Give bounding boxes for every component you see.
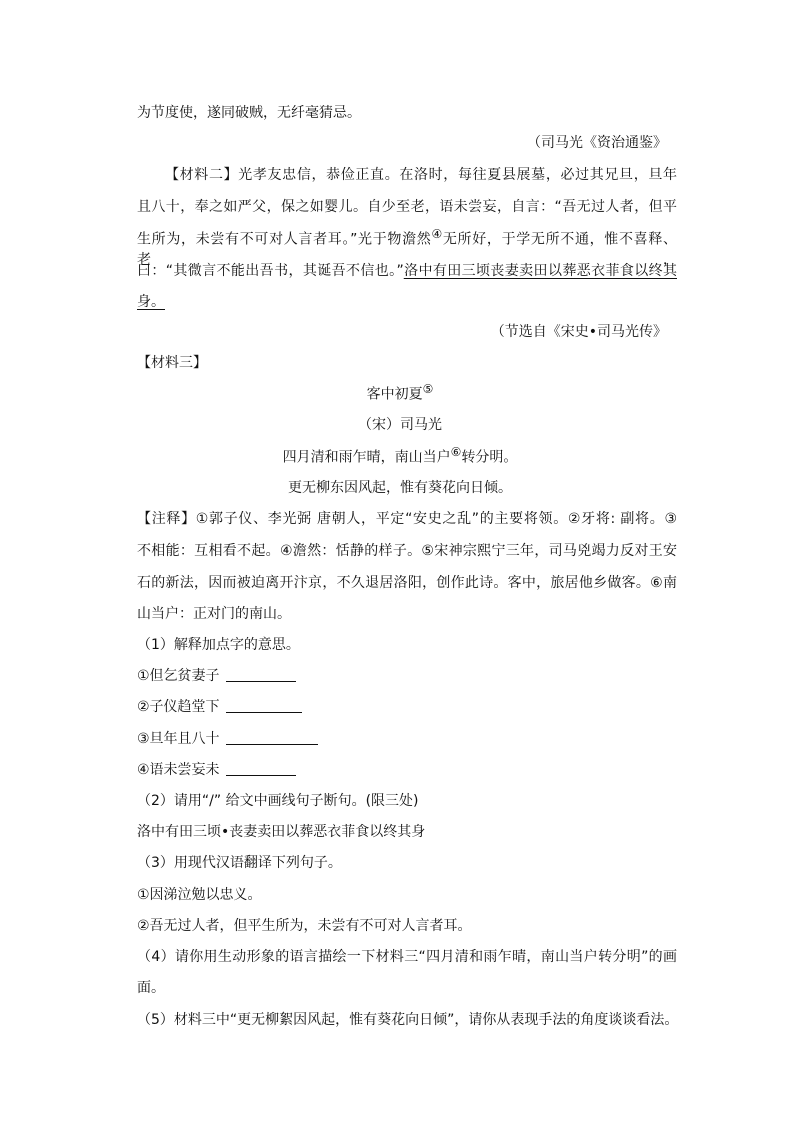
text: 为节度使，遂同破贼，无纤毫猜忌。 [137,105,361,121]
text: （2）请用“/” 给文中画线句子断句。(限三处) [137,793,419,809]
material-two-line [137,261,677,281]
text: ③旦年且八十 [137,731,220,747]
question-3 [137,853,677,873]
question-2-sentence [137,822,677,842]
poem-line [130,447,670,468]
text: （1）解释加点字的意思。 [137,637,300,653]
text: 【注释】①郭子仪、李光弼 唐朝人，平定“安史之乱”的主要将领。②牙将: 副将。③ [137,511,677,527]
underlined-sentence: 身。 [137,294,165,310]
answer-blank[interactable] [226,730,318,745]
text: 且八十，奉之如严父，保之如婴儿。自少至老，语未尝妄，自言：“吾无过人者，但平 [137,199,677,215]
text: 生所为，未尝有不可对人言者耳。”光于物澹然 [137,231,432,248]
question-1-item [137,666,677,686]
answer-blank[interactable] [226,667,296,682]
question-1-item [137,729,677,749]
answer-blank[interactable] [226,761,296,776]
text: 不相能：互相看不起。④澹然：恬静的样子。⑤宋神宗熙宁三年，司马兇竭力反对王安 [137,543,677,559]
footnote-marker: ⑥ [450,445,462,459]
text: 更无柳东因风起，惟有葵花向日倾。 [288,480,512,496]
text: ①但乞贫妻子 [137,668,220,684]
poem-title [130,384,670,405]
question-3-item [137,885,677,905]
text: 洛中有田三顷•丧妻卖田以葬恶衣菲食以终其身 [137,824,426,840]
text: （节选自《宋史•司马光传》 [490,324,667,340]
text: 山当户：正对门的南山。 [137,606,291,622]
text: 石的新法，因而被迫离开汴京，不久退居洛阳，创作此诗。客中，旅居他乡做客。⑥南 [137,575,677,591]
text: ①因涕泣勉以忠义。 [137,887,262,903]
text: （4）请你用生动形象的语言描绘一下材料三“四月清和雨乍晴，南山当户转分明”的画 [137,949,677,965]
notes-line [137,573,677,593]
text: 【材料三】 [137,355,207,371]
text: 曰：“其微言不能出吾书，其诞吾不信也。” [137,263,404,279]
poem-author [130,415,670,435]
underlined-sentence: 洛中有田三顷丧妻卖田以葬恶衣菲食以终其 [403,263,677,279]
footnote-marker: ⑤ [422,382,434,396]
question-1 [137,635,677,655]
material-two-line [137,292,677,312]
passage-line [137,103,677,123]
material-two-line [165,165,677,185]
material-three-heading [137,353,677,373]
question-1-item [137,760,677,780]
poem-line [130,478,670,498]
source-citation [137,322,667,342]
answer-blank[interactable] [226,698,302,713]
text: 四月清和雨乍晴，南山当户 [282,449,451,466]
text: （5）材料三中“更无柳絮因风起，惟有葵花向日倾”，请你从表现手法的角度谈谈看法。 [137,1012,679,1028]
text: （宋）司马光 [358,417,442,433]
notes-line [137,509,677,529]
text: 转分明。 [461,449,518,466]
question-1-item [137,697,677,717]
question-2 [137,791,677,811]
text: 无所好，于学无所不通，惟不喜释、老， [137,231,677,268]
text: 面。 [137,980,165,996]
notes-line [137,541,677,561]
question-3-item [137,916,677,936]
text: 客中初夏 [366,386,423,403]
text: （司马光《资治通鉴》 [527,135,667,151]
text: （3）用现代汉语翻译下列句子。 [137,855,342,871]
footnote-marker: ④ [431,227,443,241]
text: ②吾无过人者，但平生所为，未尝有不可对人言者耳。 [137,918,472,934]
text: ②子仪趋堂下 [137,699,220,715]
question-4 [137,978,677,998]
text: 【材料二】光孝友忠信，恭俭正直。在洛时，每往夏县展墓，必过其兄旦，旦年 [165,167,677,183]
source-citation [137,133,667,153]
text: ④语未尝妄未 [137,762,220,778]
question-4 [137,947,677,967]
material-two-line [137,197,677,217]
notes-line [137,604,677,624]
question-5 [137,1010,682,1030]
